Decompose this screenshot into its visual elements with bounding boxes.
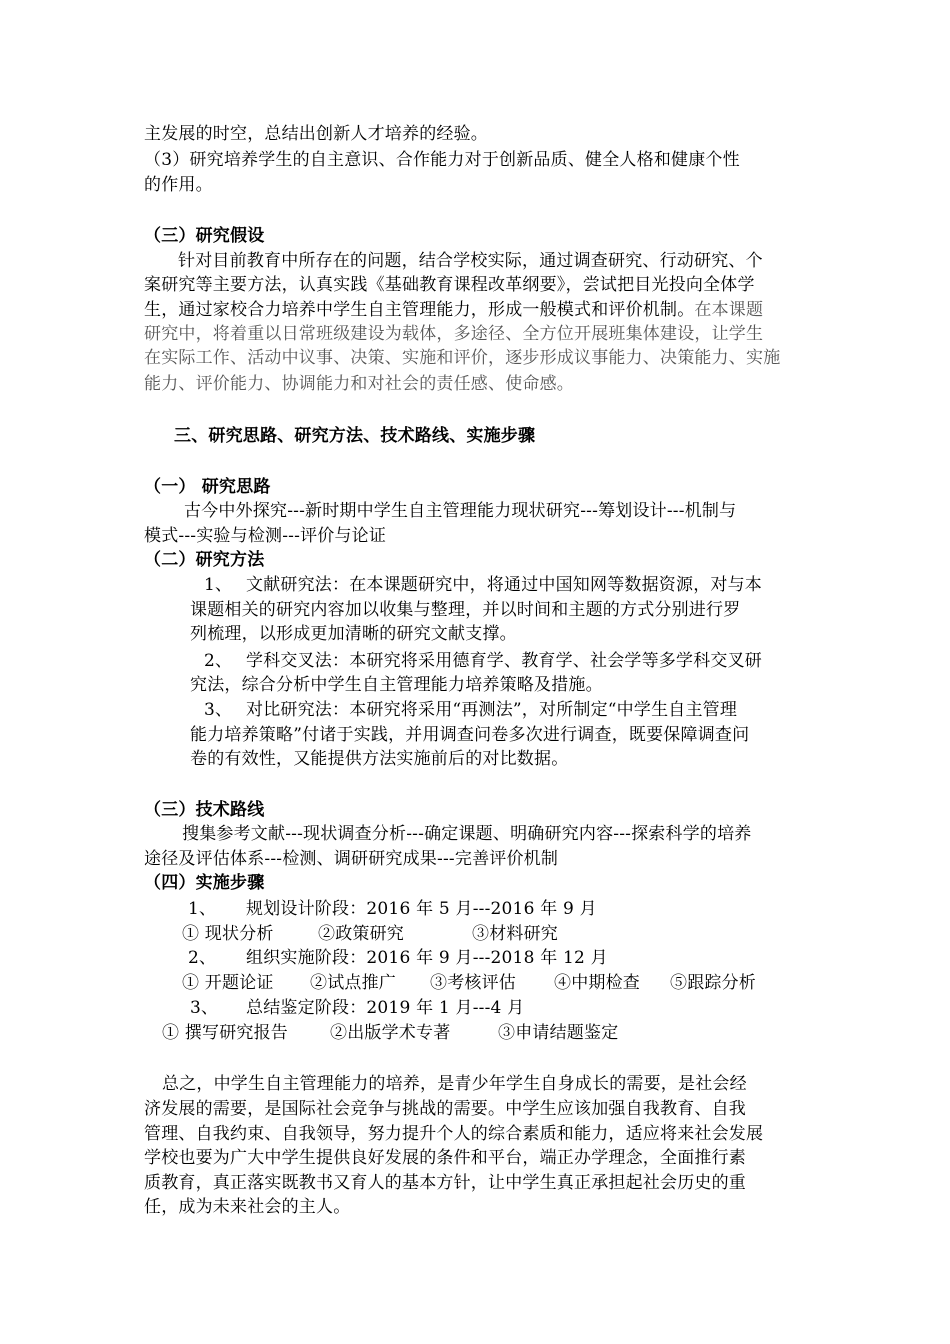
step-number: 1、 bbox=[188, 899, 217, 919]
paragraph-line: 在实际工作、活动中议事、决策、实施和评价，逐步形成议事能力、决策能力、实施 bbox=[144, 348, 781, 368]
paragraph-text: 生，通过家校合力培养中学生自主管理能力，形成一般模式和评价机制。 bbox=[144, 300, 695, 320]
paragraph-line bbox=[144, 298, 763, 322]
section-heading-hypothesis: （三）研究假设 bbox=[144, 226, 265, 246]
paragraph-line: 能力、评价能力、协调能力和对社会的责任感、使命感。 bbox=[144, 374, 574, 394]
method-line: 对比研究法：本研究将采用“再测法”，对所制定“中学生自主管理 bbox=[246, 700, 738, 720]
intro-line: 的作用。 bbox=[144, 175, 213, 195]
paragraph-line: 搜集参考文献---现状调查分析---确定课题、明确研究内容---探索科学的培养 bbox=[182, 824, 752, 844]
section-heading-methods: （二）研究方法 bbox=[144, 550, 265, 570]
paragraph-line: 案研究等主要方法，认真实践《基础教育课程改革纲要》，尝试把目光投向全体学 bbox=[144, 275, 755, 295]
method-line: 学科交叉法：本研究将采用德育学、教育学、社会学等多学科交叉研 bbox=[246, 651, 762, 671]
method-line: 卷的有效性，又能提供方法实施前后的对比数据。 bbox=[190, 749, 569, 769]
step-item: ① 开题论证 bbox=[182, 973, 274, 993]
paragraph-line: 途径及评估体系---检测、调研研究成果---完善评价机制 bbox=[144, 849, 559, 869]
step-number: 3、 bbox=[190, 998, 219, 1018]
step-text: 总结鉴定阶段：2019 年 1 月---4 月 bbox=[246, 998, 525, 1018]
step-item: ②试点推广 bbox=[310, 973, 396, 993]
conclusion-line: 管理、自我约束、自我领导，努力提升个人的综合素质和能力，适应将来社会发展 bbox=[144, 1124, 764, 1144]
section-heading-thinking: （一） 研究思路 bbox=[144, 477, 271, 497]
step-item: ②出版学术专著 bbox=[330, 1023, 451, 1043]
intro-line: 主发展的时空，总结出创新人才培养的经验。 bbox=[144, 124, 488, 144]
paragraph-line: 研究中，将着重以日常班级建设为载体，多途径、全方位开展班集体建设，让学生 bbox=[144, 324, 764, 344]
paragraph-text-grey: 在本课题 bbox=[694, 300, 764, 320]
method-line: 文献研究法：在本课题研究中，将通过中国知网等数据资源，对与本 bbox=[246, 575, 762, 595]
method-number: 3、 bbox=[204, 700, 233, 720]
step-item: ③考核评估 bbox=[430, 973, 516, 993]
conclusion-line: 总之，中学生自主管理能力的培养，是青少年学生自身成长的需要，是社会经 bbox=[162, 1074, 747, 1094]
step-item: ⑤跟踪分析 bbox=[670, 973, 756, 993]
conclusion-line: 任，成为未来社会的主人。 bbox=[144, 1197, 351, 1217]
step-text: 规划设计阶段：2016 年 5 月---2016 年 9 月 bbox=[246, 899, 597, 919]
step-item: ① 撰写研究报告 bbox=[162, 1023, 289, 1043]
step-item: ④中期检查 bbox=[554, 973, 640, 993]
section-heading-3: 三、研究思路、研究方法、技术路线、实施步骤 bbox=[174, 426, 536, 446]
paragraph-line: 针对目前教育中所存在的问题，结合学校实际，通过调查研究、行动研究、个 bbox=[178, 251, 763, 271]
step-item: ① 现状分析 bbox=[182, 924, 274, 944]
step-number: 2、 bbox=[188, 948, 217, 968]
conclusion-line: 济发展的需要，是国际社会竞争与挑战的需要。中学生应该加强自我教育、自我 bbox=[144, 1099, 746, 1119]
intro-line: （3）研究培养学生的自主意识、合作能力对于创新品质、健全人格和健康个性 bbox=[144, 150, 740, 170]
conclusion-line: 学校也要为广大中学生提供良好发展的条件和平台，端正办学理念，全面推行素 bbox=[144, 1148, 746, 1168]
step-item: ②政策研究 bbox=[318, 924, 404, 944]
method-line: 列梳理，以形成更加清晰的研究文献支撑。 bbox=[190, 624, 517, 644]
paragraph-line: 模式---实验与检测---评价与论证 bbox=[144, 526, 387, 546]
method-line: 课题相关的研究内容加以收集与整理，并以时间和主题的方式分别进行罗 bbox=[190, 600, 741, 620]
method-number: 2、 bbox=[204, 651, 233, 671]
method-line: 究法，综合分析中学生自主管理能力培养策略及措施。 bbox=[190, 675, 603, 695]
step-text: 组织实施阶段：2016 年 9 月---2018 年 12 月 bbox=[246, 948, 608, 968]
step-item: ③申请结题鉴定 bbox=[498, 1023, 619, 1043]
section-heading-route: （三）技术路线 bbox=[144, 800, 265, 820]
conclusion-line: 质教育，真正落实既教书又育人的基本方针，让中学生真正承担起社会历史的重 bbox=[144, 1173, 746, 1193]
method-number: 1、 bbox=[204, 575, 233, 595]
step-item: ③材料研究 bbox=[472, 924, 558, 944]
paragraph-line: 古今中外探究---新时期中学生自主管理能力现状研究---筹划设计---机制与 bbox=[184, 501, 737, 521]
method-line: 能力培养策略”付诸于实践，并用调查问卷多次进行调查，既要保障调查问 bbox=[190, 725, 750, 745]
section-heading-steps: （四）实施步骤 bbox=[144, 873, 265, 893]
